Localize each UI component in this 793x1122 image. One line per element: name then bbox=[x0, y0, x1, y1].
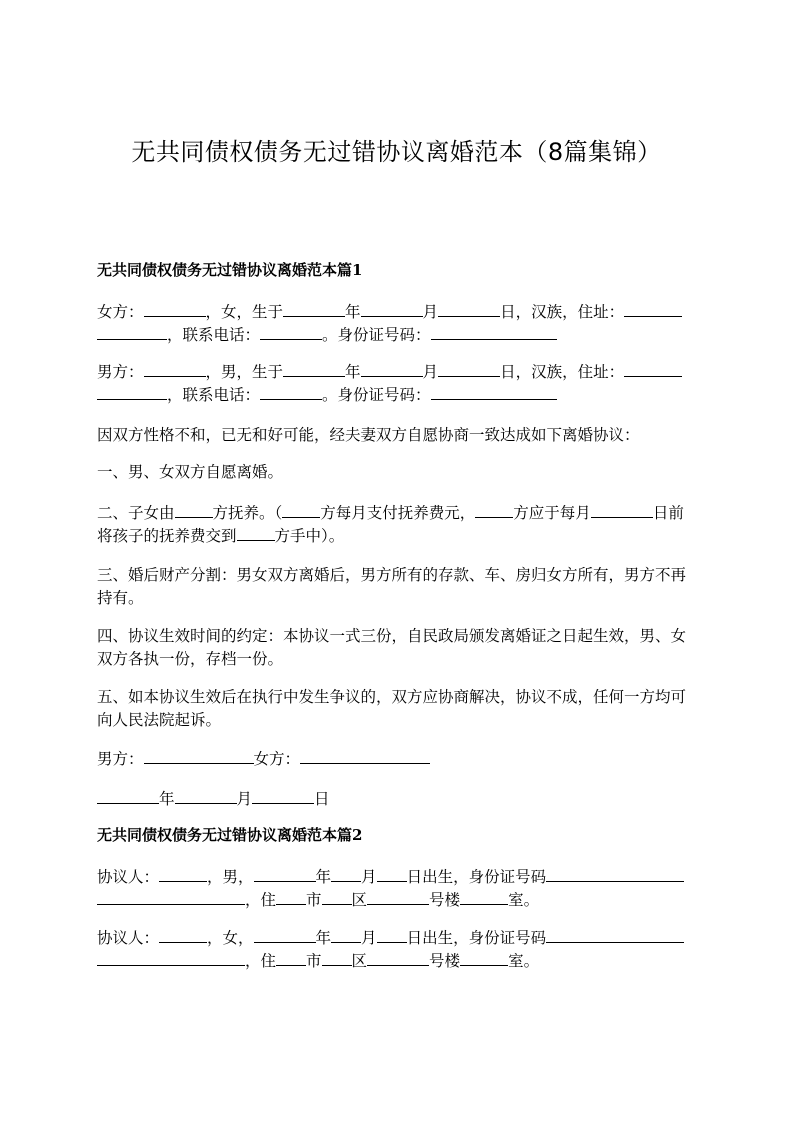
man-label: 男方： bbox=[97, 363, 144, 381]
signature-date-line bbox=[97, 788, 697, 811]
party-1-gender-text: ，男， bbox=[207, 868, 254, 886]
party-1-city-text: 市 bbox=[306, 891, 322, 909]
section-2-heading: 无共同债权债务无过错协议离婚范本篇2 bbox=[97, 826, 363, 844]
man-year-text: 年 bbox=[345, 363, 361, 381]
party-1-day-blank bbox=[377, 866, 407, 882]
party-1-id-blank-2 bbox=[97, 889, 245, 905]
sign-year-blank bbox=[97, 788, 159, 804]
party-1-city-blank bbox=[276, 889, 306, 905]
man-phone-text: ，联系电话： bbox=[167, 386, 261, 404]
man-name-blank bbox=[144, 361, 206, 377]
woman-address-blank bbox=[624, 301, 682, 317]
woman-id-text: 。身份证号码： bbox=[322, 326, 431, 344]
clause-5: 五、如本协议生效后在执行中发生争议的，双方应协商解决，协议不成，任何一方均可向人民法院起诉。 bbox=[97, 688, 687, 729]
man-birth-year-blank bbox=[283, 361, 345, 377]
party-1-year-blank bbox=[254, 866, 316, 882]
clause-2-text-a: 二、子女由 bbox=[97, 504, 175, 522]
party-2-room-text: 室。 bbox=[508, 952, 540, 970]
man-id-blank bbox=[431, 384, 557, 400]
woman-year-text: 年 bbox=[345, 303, 361, 321]
intro-paragraph: 因双方性格不和，已无和好可能，经夫妻双方自愿协商一致达成如下离婚协议： bbox=[97, 426, 640, 444]
section-1-heading: 无共同债权债务无过错协议离婚范本篇1 bbox=[97, 261, 363, 279]
man-gender-text: ，男，生于 bbox=[205, 363, 284, 381]
man-phone-blank bbox=[260, 384, 322, 400]
woman-day-text: 日，汉族，住址： bbox=[500, 303, 625, 321]
woman-birth-day-blank bbox=[438, 301, 500, 317]
recipient-party-blank bbox=[237, 525, 275, 541]
clause-2-text-e: 日前将孩子的抚养费交到 bbox=[97, 504, 684, 545]
party-1-year-text: 年 bbox=[315, 868, 332, 886]
payer-party-blank-2 bbox=[475, 502, 513, 518]
party-2-year-blank bbox=[254, 927, 316, 943]
woman-info-paragraph bbox=[97, 301, 697, 347]
signature-line bbox=[97, 748, 697, 771]
party-2-birth-text: 日出生，身份证号码 bbox=[406, 929, 547, 947]
clause-2-text-b: 方抚养。（ bbox=[212, 504, 283, 522]
party-1-building-text: 号楼 bbox=[429, 891, 461, 909]
clause-2-text-d: 方应于每月 bbox=[513, 504, 591, 522]
woman-label: 女方： bbox=[97, 303, 144, 321]
party-2-live-text: ，住 bbox=[245, 952, 277, 970]
party-1-birth-text: 日出生，身份证号码 bbox=[406, 868, 547, 886]
party-1-name-blank bbox=[159, 866, 207, 882]
party-1-id-blank bbox=[546, 866, 684, 882]
party-2-city-blank bbox=[276, 950, 306, 966]
party-2-building-blank bbox=[367, 950, 429, 966]
sign-month-text: 月 bbox=[236, 790, 253, 808]
party-2-room-blank bbox=[460, 950, 508, 966]
woman-name-blank bbox=[144, 301, 206, 317]
sign-day-text: 日 bbox=[314, 790, 330, 808]
party-2-city-text: 市 bbox=[306, 952, 322, 970]
party-2-name-blank bbox=[159, 927, 207, 943]
sign-day-blank bbox=[252, 788, 314, 804]
party-1-month-blank bbox=[331, 866, 361, 882]
sign-month-blank bbox=[175, 788, 237, 804]
woman-address-blank-2 bbox=[97, 324, 167, 340]
man-month-text: 月 bbox=[422, 363, 439, 381]
document-title: 无共同债权债务无过错协议离婚范本（8篇集锦） bbox=[131, 138, 662, 166]
clause-3: 三、婚后财产分割：男女双方离婚后，男方所有的存款、车、房归女方所有，男方不再持有。 bbox=[97, 566, 687, 607]
sign-year-text: 年 bbox=[159, 790, 175, 808]
sign-woman-label: 女方： bbox=[253, 750, 301, 768]
woman-phone-blank bbox=[260, 324, 322, 340]
man-day-text: 日，汉族，住址： bbox=[500, 363, 625, 381]
payment-day-blank bbox=[591, 502, 653, 518]
party-1-room-blank bbox=[460, 889, 508, 905]
woman-id-blank bbox=[431, 324, 557, 340]
woman-gender-text: ，女，生于 bbox=[205, 303, 284, 321]
party-1-room-text: 室。 bbox=[508, 891, 540, 909]
clause-2 bbox=[97, 502, 697, 548]
party-2-building-text: 号楼 bbox=[429, 952, 461, 970]
woman-birth-month-blank bbox=[361, 301, 423, 317]
clause-1: 一、男、女双方自愿离婚。 bbox=[97, 463, 284, 481]
sign-woman-blank bbox=[300, 748, 430, 764]
man-address-blank-2 bbox=[97, 384, 167, 400]
party-2-day-blank bbox=[377, 927, 407, 943]
party-2-paragraph bbox=[97, 927, 697, 973]
party-2-month-text: 月 bbox=[361, 929, 377, 947]
party-1-live-text: ，住 bbox=[245, 891, 277, 909]
party-1-paragraph bbox=[97, 866, 697, 912]
party-2-id-blank-2 bbox=[97, 950, 245, 966]
man-birth-day-blank bbox=[438, 361, 500, 377]
party-2-label: 协议人： bbox=[97, 929, 160, 947]
woman-month-text: 月 bbox=[422, 303, 439, 321]
woman-birth-year-blank bbox=[283, 301, 345, 317]
party-2-month-blank bbox=[331, 927, 361, 943]
sign-man-blank bbox=[144, 748, 254, 764]
man-info-paragraph bbox=[97, 361, 697, 407]
man-address-blank bbox=[624, 361, 682, 377]
sign-man-label: 男方： bbox=[97, 750, 144, 768]
clause-2-text-c: 方每月支付抚养费元， bbox=[320, 504, 476, 522]
party-1-label: 协议人： bbox=[97, 868, 160, 886]
party-1-building-blank bbox=[367, 889, 429, 905]
party-1-district-blank bbox=[322, 889, 352, 905]
party-1-month-text: 月 bbox=[361, 868, 377, 886]
party-1-district-text: 区 bbox=[351, 891, 368, 909]
clause-4: 四、协议生效时间的约定：本协议一式三份，自民政局颁发离婚证之日起生效，男、女双方各执一份，存档一份。 bbox=[97, 627, 687, 668]
woman-phone-text: ，联系电话： bbox=[167, 326, 261, 344]
custody-party-blank bbox=[175, 502, 213, 518]
party-2-year-text: 年 bbox=[315, 929, 332, 947]
clause-2-text-f: 方手中）。 bbox=[274, 527, 345, 545]
payer-party-blank bbox=[282, 502, 320, 518]
man-birth-month-blank bbox=[361, 361, 423, 377]
man-id-text: 。身份证号码： bbox=[322, 386, 431, 404]
party-2-id-blank bbox=[546, 927, 684, 943]
party-2-gender-text: ，女， bbox=[207, 929, 254, 947]
party-2-district-text: 区 bbox=[351, 952, 368, 970]
party-2-district-blank bbox=[322, 950, 352, 966]
